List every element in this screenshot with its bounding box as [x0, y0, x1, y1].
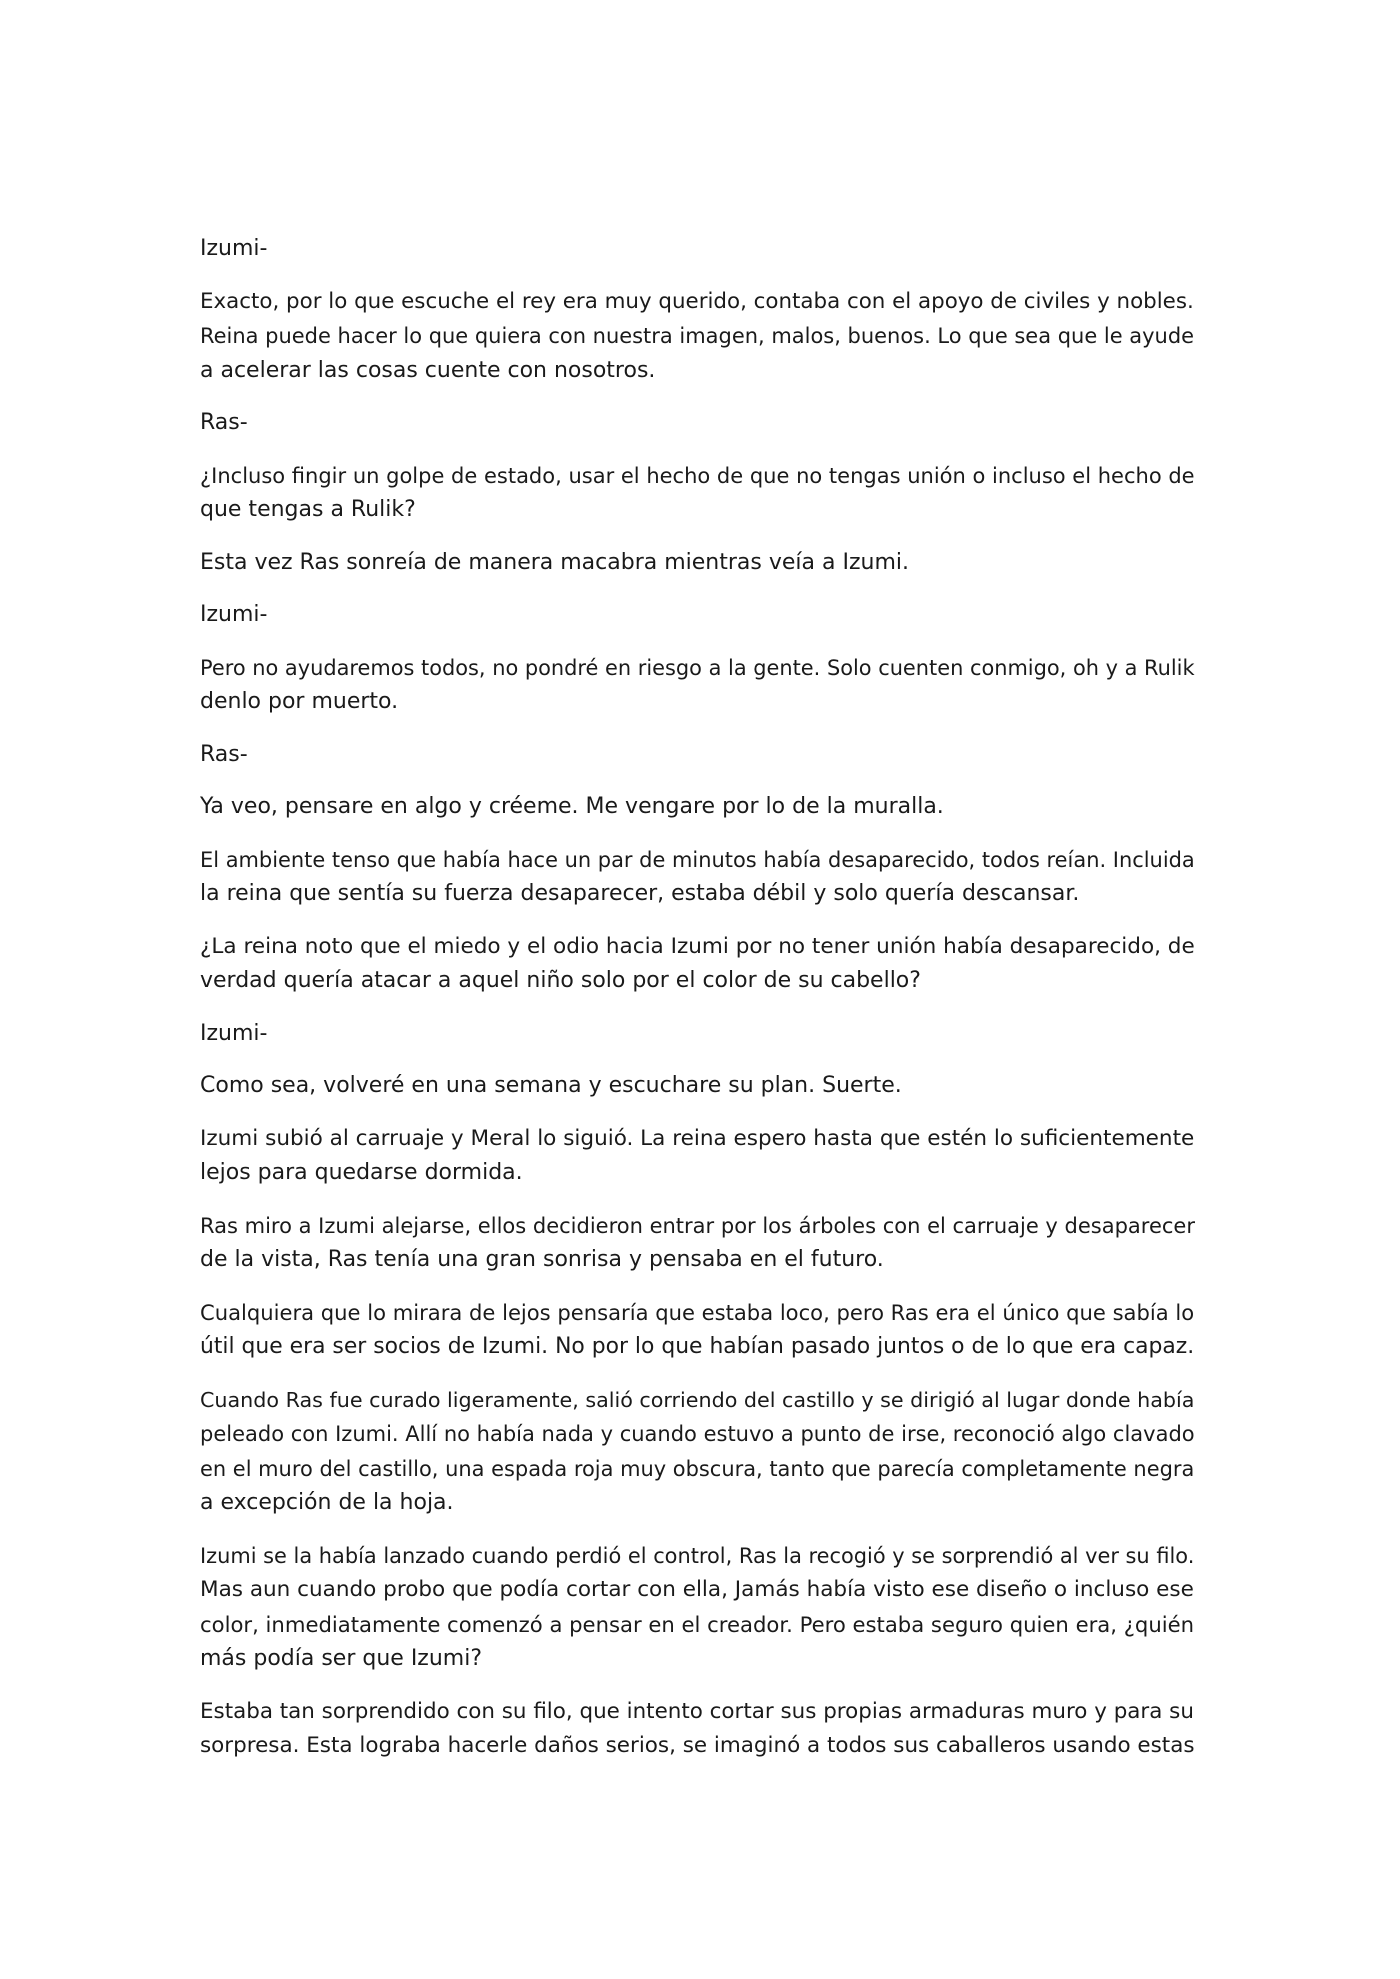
text-line: Ya veo, pensare en algo y créeme. Me vengare por lo de la muralla. — [200, 794, 944, 819]
text-line: El ambiente tenso que había hace un par de minutos había desaparecido, todos reían. Incluida — [200, 847, 1195, 872]
paragraph — [200, 1122, 1200, 1191]
text-line: ¿Incluso fingir un golpe de estado, usar el hecho de que no tengas unión o incluso el hecho de — [200, 463, 1195, 488]
paragraph — [200, 930, 1200, 999]
text-line: Cualquiera que lo mirara de lejos pensaría que estaba loco, pero Ras era el único que sabía lo — [200, 1299, 1195, 1325]
text-line: Como sea, volveré en una semana y escuchare su plan. Suerte. — [200, 1073, 902, 1098]
text-line: sorpresa. Esta lograba hacerle daños serios, se imaginó a todos sus caballeros usando estas — [200, 1733, 1195, 1758]
paragraph — [200, 406, 1200, 441]
paragraph — [200, 1383, 1200, 1521]
text-line: Izumi- — [200, 236, 268, 261]
text-line: Izumi- — [200, 602, 268, 627]
text-line: de la vista, Ras tenía una gran sonrisa y pensaba en el futuro. — [200, 1247, 884, 1272]
paragraph — [200, 1069, 1200, 1104]
paragraph — [200, 790, 1200, 825]
text-line: denlo por muerto. — [200, 689, 399, 714]
paragraph — [200, 459, 1200, 528]
paragraph — [200, 546, 1200, 581]
paragraph — [200, 1296, 1200, 1365]
text-line: Esta vez Ras sonreía de manera macabra mientras veía a Izumi. — [200, 549, 909, 575]
paragraph — [200, 285, 1200, 389]
text-line: a excepción de la hoja. — [200, 1490, 454, 1515]
text-line: Izumi se la había lanzado cuando perdió el control, Ras la recogió y se sorprendió al ver su filo. — [200, 1543, 1195, 1568]
text-line: Cuando Ras fue curado ligeramente, salió corriendo del castillo y se dirigió al lugar donde había — [200, 1387, 1195, 1412]
text-line: Estaba tan sorprendido con su filo, que intento cortar sus propias armaduras muro y para su — [200, 1698, 1194, 1724]
paragraph — [200, 651, 1200, 720]
text-line: útil que era ser socios de Izumi. No por lo que habían pasado juntos o de lo que era capaz. — [200, 1334, 1195, 1359]
text-line: Izumi- — [200, 1020, 268, 1046]
text-line: Izumi subió al carruaje y Meral lo siguió. La reina espero hasta que estén lo suficientemente — [200, 1125, 1195, 1151]
text-line: a acelerar las cosas cuente con nosotros. — [200, 357, 656, 383]
paragraph — [200, 232, 1200, 267]
text-line: color, inmediatamente comenzó a pensar en el creador. Pero estaba seguro quien era, ¿quién — [200, 1611, 1195, 1637]
text-line: que tengas a Rulik? — [200, 497, 416, 522]
document-body — [200, 232, 1200, 1782]
text-line: la reina que sentía su fuerza desaparecer, estaba débil y solo quería descansar. — [200, 881, 1080, 906]
text-line: Ras- — [200, 410, 248, 435]
text-line: en el muro del castillo, una espada roja muy obscura, tanto que parecía completamente negra — [200, 1456, 1195, 1481]
paragraph — [200, 738, 1200, 773]
text-line: verdad quería atacar a aquel niño solo por el color de su cabello? — [200, 968, 921, 993]
paragraph — [200, 1539, 1200, 1677]
text-line: Exacto, por lo que escuche el rey era muy querido, contaba con el apoyo de civiles y nobles. — [200, 288, 1194, 314]
text-line: Mas aun cuando probo que podía cortar con ella, Jamás había visto ese diseño o incluso ese — [200, 1577, 1194, 1602]
text-line: más podía ser que Izumi? — [200, 1646, 483, 1671]
paragraph — [200, 1209, 1200, 1278]
paragraph — [200, 1695, 1200, 1764]
text-line: Ras miro a Izumi alejarse, ellos decidieron entrar por los árboles con el carruaje y desaparecer — [200, 1213, 1195, 1238]
paragraph — [200, 843, 1200, 912]
paragraph — [200, 598, 1200, 633]
paragraph — [200, 1017, 1200, 1052]
text-line: ¿La reina noto que el miedo y el odio hacia Izumi por no tener unión había desaparecido, de — [200, 933, 1195, 959]
text-line: lejos para quedarse dormida. — [200, 1160, 523, 1185]
text-line: Ras- — [200, 741, 248, 767]
text-line: peleado con Izumi. Allí no había nada y cuando estuvo a punto de irse, reconoció algo clavado — [200, 1422, 1195, 1446]
text-line: Pero no ayudaremos todos, no pondré en riesgo a la gente. Solo cuenten conmigo, oh y a Rulik — [200, 655, 1195, 680]
text-line: Reina puede hacer lo que quiera con nuestra imagen, malos, buenos. Lo que sea que le ayude — [200, 324, 1195, 348]
